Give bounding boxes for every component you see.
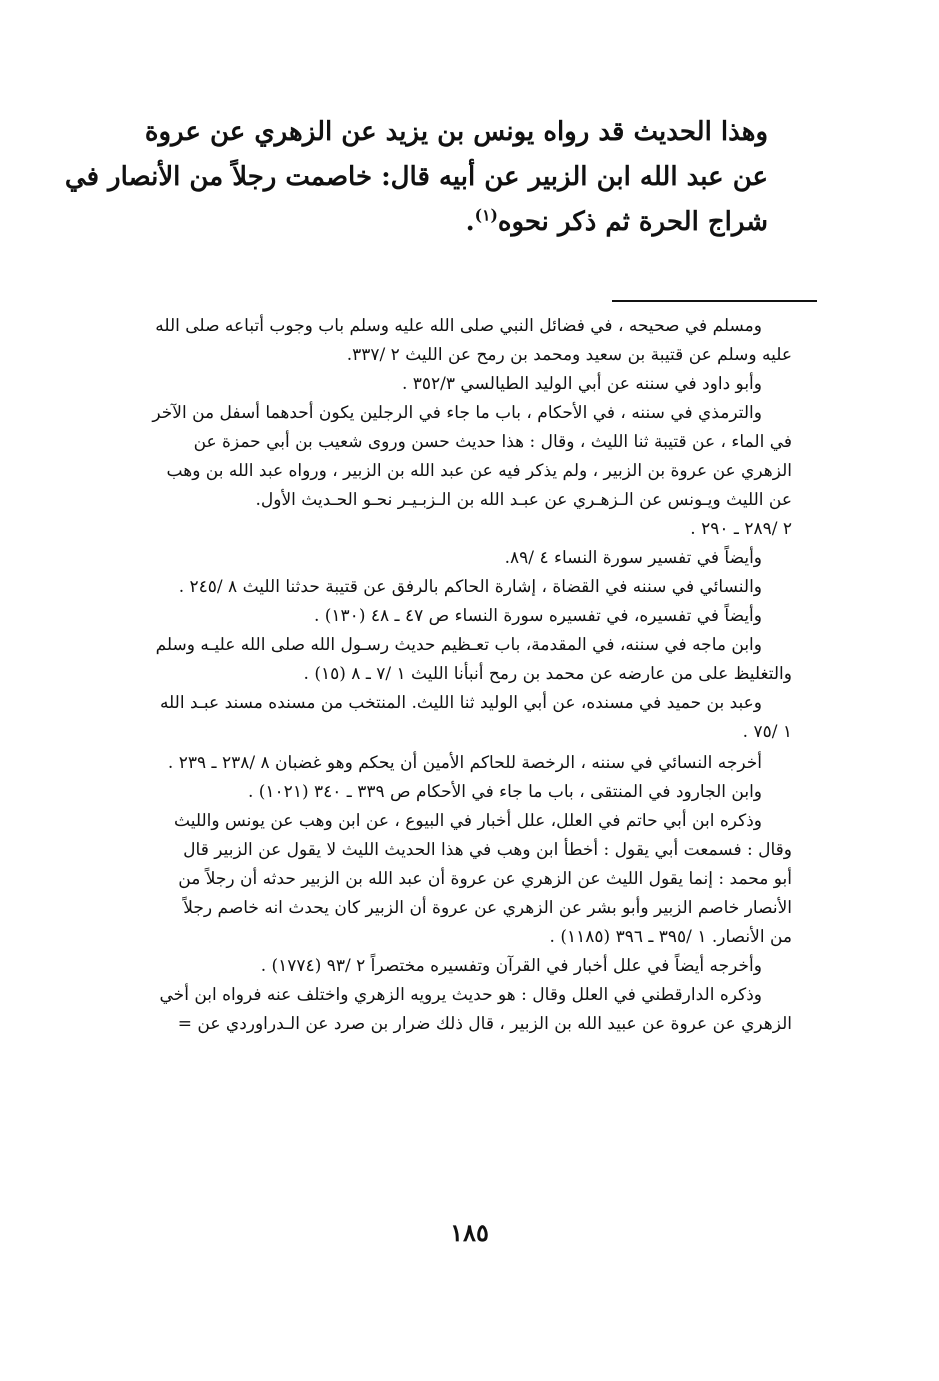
footnote-line (120, 312, 792, 341)
footnotes (120, 312, 792, 1039)
footnote-line: وأيضاً في تفسير سورة النساء ٤ /٨٩. (504, 548, 762, 568)
page-number: ١٨٥ (450, 1218, 489, 1247)
footnote-line: وأيضاً في تفسيره، في تفسيره سورة النساء ص ٤٧ ـ ٤٨ (١٣٠) . (313, 606, 762, 626)
footnote-separator (612, 300, 817, 302)
footnote-line-text: ومسلم في صحيحه ، في فضائل النبي صلى الله عليه وسلم باب وجوب أتباعه صلى الله (155, 316, 762, 336)
footnote-line: وذكره ابن أبي حاتم في العلل، علل أخبار في البيوع ، عن ابن وهب عن يونس والليث (174, 811, 762, 831)
footnote-line: وقال : فسمعت أبي يقول : أخطأ ابن وهب في هذا الحديث الليث لا يقول عن الزبير قال (183, 840, 792, 860)
footnote-line: ٢ /٢٨٩ ـ ٢٩٠ . (690, 519, 792, 539)
footnote-reference[interactable]: (١) (474, 205, 498, 225)
footnote-line: من الأنصار. ١ /٣٩٥ ـ ٣٩٦ (١١٨٥) . (549, 927, 792, 947)
main-line-3 (128, 200, 768, 245)
footnote-line (120, 749, 792, 778)
footnote-line: وابن الجارود في المنتقى ، باب ما جاء في الأحكام ص ٣٣٩ ـ ٣٤٠ (١٠٢١) . (247, 782, 762, 802)
footnote-line-text: أخرجه النسائي في سننه ، الرخصة للحاكم الأمين أن يحكم وهو غضبان ٨ /٢٣٨ ـ ٢٣٩ . (167, 753, 762, 773)
footnote-line: الأنصار خاصم الزبير وأبو بشر عن الزهري عن عروة أن الزبير كان يحدث انه خاصم رجلاً (183, 898, 792, 918)
footnote-line: أبو محمد : إنما يقول الليث عن الزهري عن عروة أن عبد الله بن الزبير حدثه أن رجلاً من (178, 869, 792, 889)
footnote-line: والترمذي في سننه ، في الأحكام ، باب ما جاء في الرجلين يكون أحدهما أسفل من الآخر (152, 403, 762, 423)
footnote-line: وأخرجه أيضاً في علل أخبار في القرآن وتفسيره مختصراً ٢ /٩٣ (١٧٧٤) . (260, 956, 762, 976)
footnote-line: وأبو داود في سننه عن أبي الوليد الطيالسي ٣٥٢/٣ . (401, 374, 762, 394)
main-text (64, 110, 768, 245)
footnote-line: وذكره الدارقطني في العلل وقال : هو حديث يرويه الزهري واختلف عنه فرواه ابن أخي (159, 985, 762, 1005)
main-line-3-end: . (465, 207, 475, 237)
footnote-line: الزهري عن عروة بن الزبير ، ولم يذكر فيه عن عبد الله بن الزبير ، ورواه عبد الله بن وهب (166, 461, 792, 481)
main-line-1: وهذا الحديث قد رواه يونس بن يزيد عن الزهري عن عروة (144, 117, 768, 147)
footnote-line: الزهري عن عروة عن عبيد الله بن الزبير ، قال ذلك ضرار بن صرد عن الـدراوردي عن = (177, 1014, 792, 1034)
footnote-line: في الماء ، عن قتيبة ثنا الليث ، وقال : هذا حديث حسن وروى شعيب بن أبي حمزة عن (193, 432, 792, 452)
footnote-line: وعبد بن حميد في مسنده، عن أبي الوليد ثنا الليث. المنتخب من مسنده مسند عبـد الله (159, 693, 762, 713)
footnote-line: عليه وسلم عن قتيبة بن سعيد ومحمد بن رمح عن الليث ٢ /٣٣٧. (346, 345, 792, 365)
footnote-line: وابن ماجه في سننه، في المقدمة، باب تعـظيم حديث رسـول الله صلى الله عليـه وسلم (155, 635, 762, 655)
footnote-line: والتغليظ على من عارضه عن محمد بن رمح أنبأنا الليث ١ /٧ ـ ٨ (١٥) . (303, 664, 792, 684)
main-line-3-text: شراج الحرة ثم ذكر نحوه (497, 207, 768, 237)
footnote-line: عن الليث ويـونس عن الـزهـري عن عبـد الله بن الـزبـيـر نحـو الحـديث الأول. (255, 490, 792, 510)
footnote-line: والنسائي في سننه في القضاة ، إشارة الحاكم بالرفق عن قتيبة حدثنا الليث ٨ /٢٤٥ . (178, 577, 762, 597)
footnote-line: ١ /٧٥ . (742, 722, 792, 742)
main-line-2: عن عبد الله ابن الزبير عن أبيه قال: خاصمت رجلاً من الأنصار في (64, 162, 768, 192)
